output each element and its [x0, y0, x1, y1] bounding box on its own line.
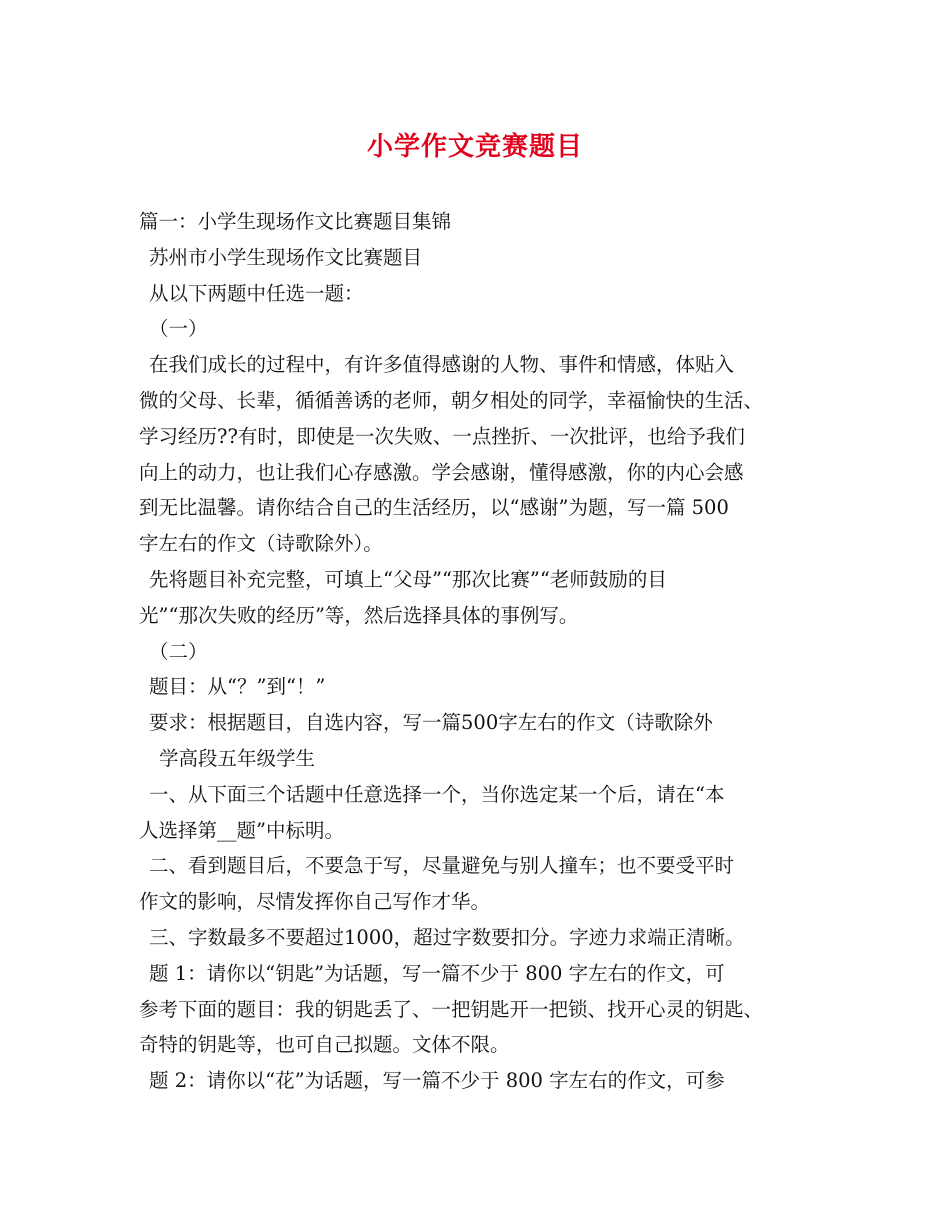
text-line-6: 微的父母、长辈，循循善诱的老师，朝夕相处的同学，幸福愉快的生活、 — [139, 388, 764, 412]
text-line-20: 作文的影响，尽情发挥你自己写作才华。 — [139, 890, 491, 914]
text-line-22: 题 1：请你以“钥匙”为话题，写一篇不少于 800 字左右的作文，可 — [149, 961, 725, 985]
text-line-21: 三、字数最多不要超过1000，超过字数要扣分。字迹力求端正清晰。 — [149, 925, 745, 949]
text-line-10: 字左右的作文（诗歌除外）。 — [139, 532, 383, 556]
text-line-18: 人选择第__题”中标明。 — [139, 818, 344, 842]
text-line-3: 从以下两题中任选一题： — [149, 281, 364, 305]
text-line-2: 苏州市小学生现场作文比赛题目 — [149, 245, 423, 269]
text-line-15: 要求：根据题目，自选内容，写一篇500字左右的作文（诗歌除外 — [149, 711, 713, 735]
text-line-7: 学习经历??有时，即使是一次失败、一点挫折、一次批评，也给予我们 — [139, 424, 745, 448]
document-body — [139, 204, 839, 1099]
text-line-11: 先将题目补充完整，可填上“父母”“那次比赛”“老师鼓励的目 — [149, 567, 667, 591]
text-line-24: 奇特的钥匙等，也可自己拟题。文体不限。 — [139, 1033, 510, 1057]
text-line-16: 学高段五年级学生 — [159, 746, 316, 770]
text-line-25: 题 2：请你以“花”为话题，写一篇不少于 800 字左右的作文，可参 — [149, 1069, 725, 1093]
text-line-9: 到无比温馨。请你结合自己的生活经历，以“感谢”为题，写一篇 500 — [139, 496, 729, 520]
text-line-14: 题目：从“？”到“！” — [149, 675, 326, 699]
text-line-19: 二、看到题目后，不要急于写，尽量避免与别人撞车；也不要受平时 — [149, 854, 735, 878]
text-line-5: 在我们成长的过程中，有许多值得感谢的人物、事件和情感，体贴入 — [149, 353, 735, 377]
text-line-4: （一） — [149, 317, 208, 341]
text-line-12: 光”“那次失败的经历”等，然后选择具体的事例写。 — [139, 603, 579, 627]
text-line-1: 篇一：小学生现场作文比赛题目集锦 — [139, 210, 452, 233]
text-line-23: 参考下面的题目：我的钥匙丢了、一把钥匙开一把锁、找开心灵的钥匙、 — [139, 997, 764, 1021]
document-title: 小学作文竞赛题目 — [366, 132, 583, 162]
text-line-13: （二） — [149, 639, 208, 663]
text-line-17: 一、从下面三个话题中任意选择一个，当你选定某一个后，请在“本 — [149, 782, 725, 806]
text-line-8: 向上的动力，也让我们心存感激。学会感谢，懂得感激，你的内心会感 — [139, 460, 744, 484]
